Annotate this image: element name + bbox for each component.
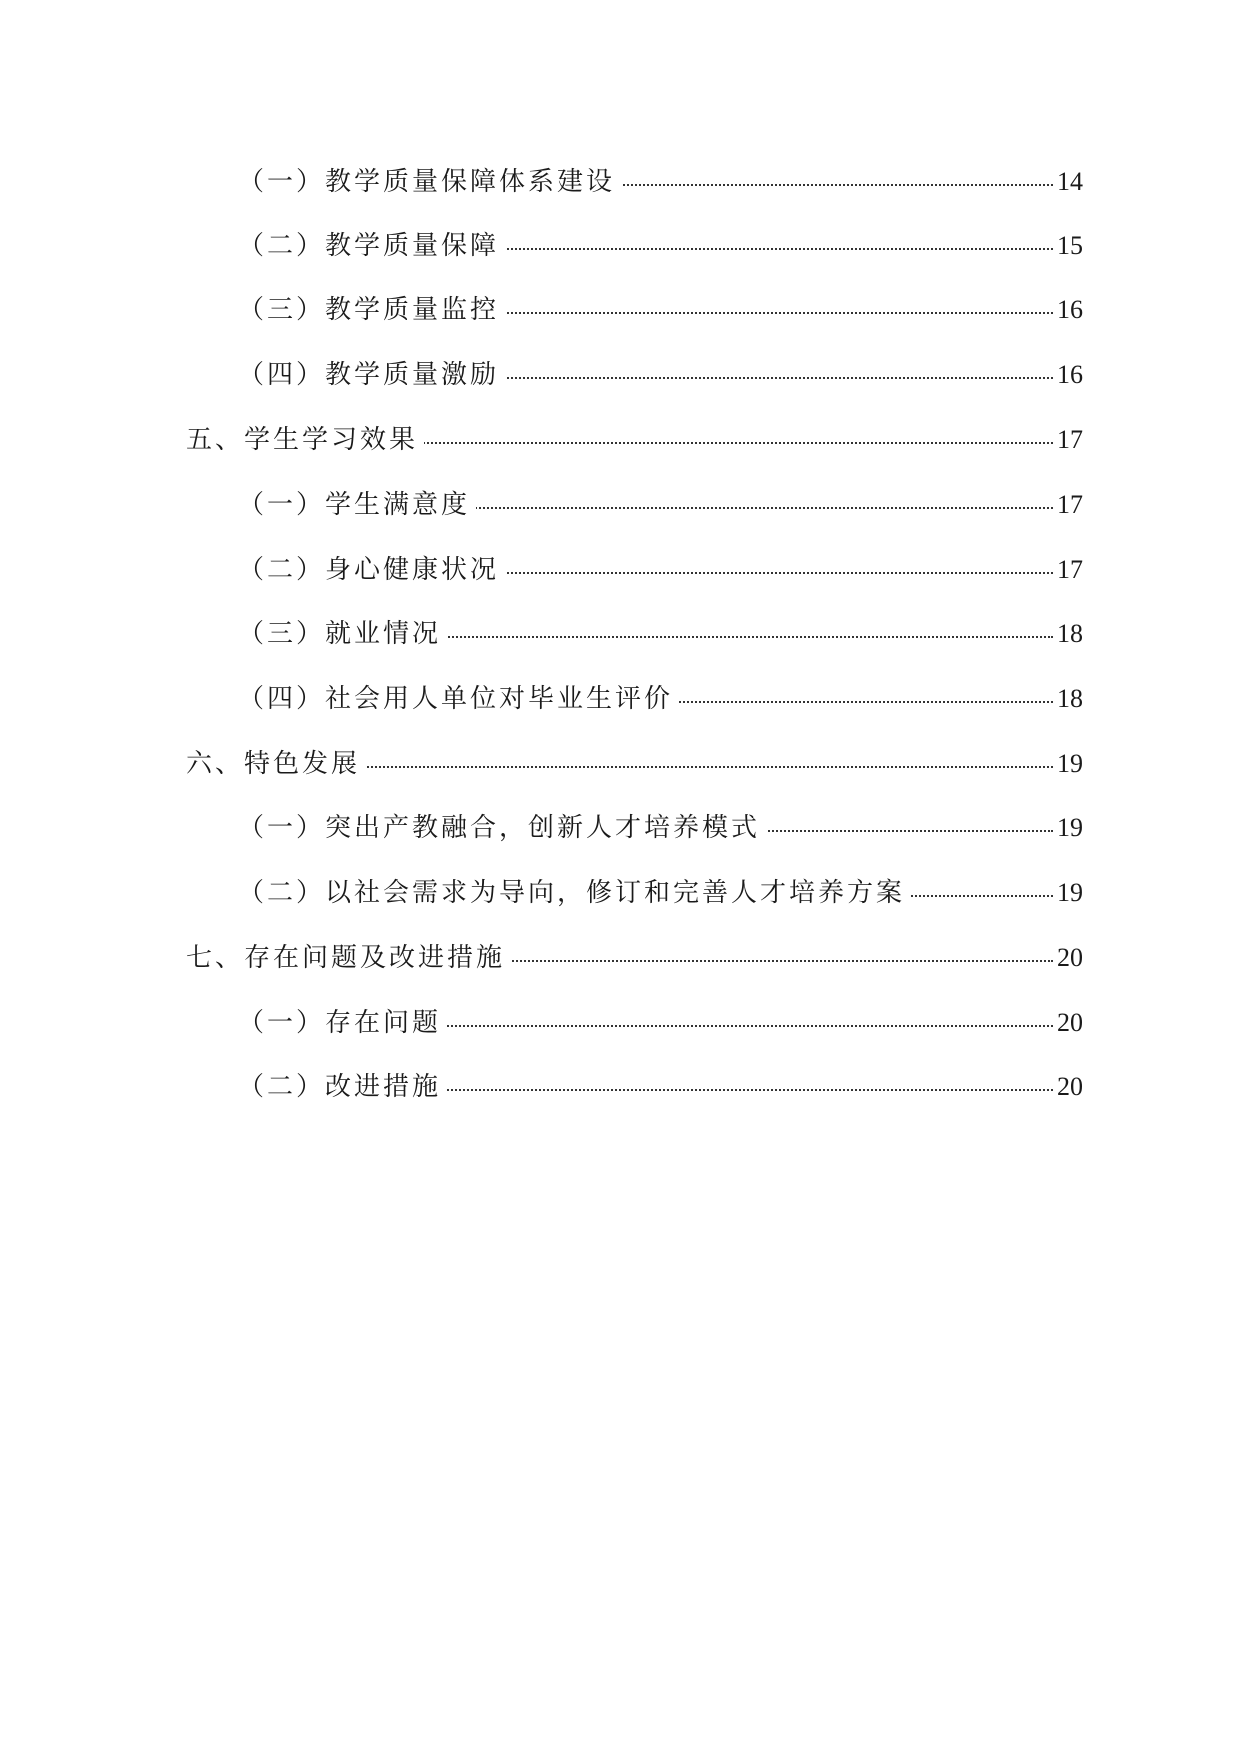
toc-entry[interactable] (0, 614, 1241, 654)
dot-leader (480, 248, 1053, 250)
toc-page-number: 20 (1053, 938, 1117, 978)
toc-page-number: 17 (1053, 550, 1117, 590)
toc-entry[interactable] (0, 938, 1241, 978)
toc-entry-label: （三）教学质量监控 (238, 290, 505, 330)
toc-entry-label: （二）教学质量保障 (238, 226, 505, 266)
toc-entry[interactable] (0, 290, 1241, 330)
toc-entry-label: （二）改进措施 (238, 1067, 447, 1107)
dot-leader (480, 377, 1053, 379)
toc-entry[interactable] (0, 873, 1241, 913)
dot-leader (425, 636, 1053, 638)
dot-leader (410, 442, 1053, 444)
toc-entry-label: （一）突出产教融合，创新人才培养模式 (238, 808, 766, 848)
toc-page-number: 18 (1053, 679, 1117, 719)
toc-entry-label: 六、特色发展 (186, 744, 366, 784)
toc-page-number: 15 (1053, 226, 1117, 266)
toc-entry[interactable] (0, 744, 1241, 784)
toc-entry[interactable] (0, 162, 1241, 202)
dot-leader (480, 312, 1053, 314)
toc-entry-label: （二）以社会需求为导向，修订和完善人才培养方案 (238, 873, 911, 913)
dot-leader (360, 766, 1053, 768)
toc-entry[interactable] (0, 550, 1241, 590)
toc-entry[interactable] (0, 420, 1241, 460)
toc-entry[interactable] (0, 226, 1241, 266)
toc-entry-label: （一）学生满意度 (238, 485, 476, 525)
toc-entry-label: （一）存在问题 (238, 1003, 447, 1043)
toc-page-number: 17 (1053, 485, 1117, 525)
dot-leader (480, 572, 1053, 574)
toc-entry-label: （一）教学质量保障体系建设 (238, 162, 621, 202)
toc-page-number: 20 (1053, 1067, 1117, 1107)
toc-entry-label: 五、学生学习效果 (186, 420, 424, 460)
toc-page-number: 14 (1053, 162, 1117, 202)
dot-leader (745, 830, 1053, 832)
dot-leader (435, 1089, 1053, 1091)
toc-entry[interactable] (0, 679, 1241, 719)
dot-leader (505, 960, 1053, 962)
toc-entry-label: （三）就业情况 (238, 614, 447, 654)
toc-entry-label: 七、存在问题及改进措施 (186, 938, 511, 978)
toc-page-number: 16 (1053, 355, 1117, 395)
toc-page-number: 18 (1053, 614, 1117, 654)
toc-page-number: 17 (1053, 420, 1117, 460)
dot-leader (435, 1025, 1053, 1027)
toc-entry[interactable] (0, 485, 1241, 525)
toc-entry[interactable] (0, 808, 1241, 848)
toc-entry-label: （二）身心健康状况 (238, 550, 505, 590)
toc-entry-label: （四）社会用人单位对毕业生评价 (238, 679, 679, 719)
toc-entry-label: （四）教学质量激励 (238, 355, 505, 395)
toc-entry[interactable] (0, 1067, 1241, 1107)
toc-page-number: 16 (1053, 290, 1117, 330)
dot-leader (660, 701, 1053, 703)
dot-leader (580, 184, 1053, 186)
toc-entry[interactable] (0, 1003, 1241, 1043)
dot-leader (900, 895, 1053, 897)
dot-leader (455, 507, 1053, 509)
toc-page-number: 19 (1053, 808, 1117, 848)
toc-entry[interactable] (0, 355, 1241, 395)
toc-page-number: 19 (1053, 873, 1117, 913)
toc-page-number: 20 (1053, 1003, 1117, 1043)
toc-page-number: 19 (1053, 744, 1117, 784)
